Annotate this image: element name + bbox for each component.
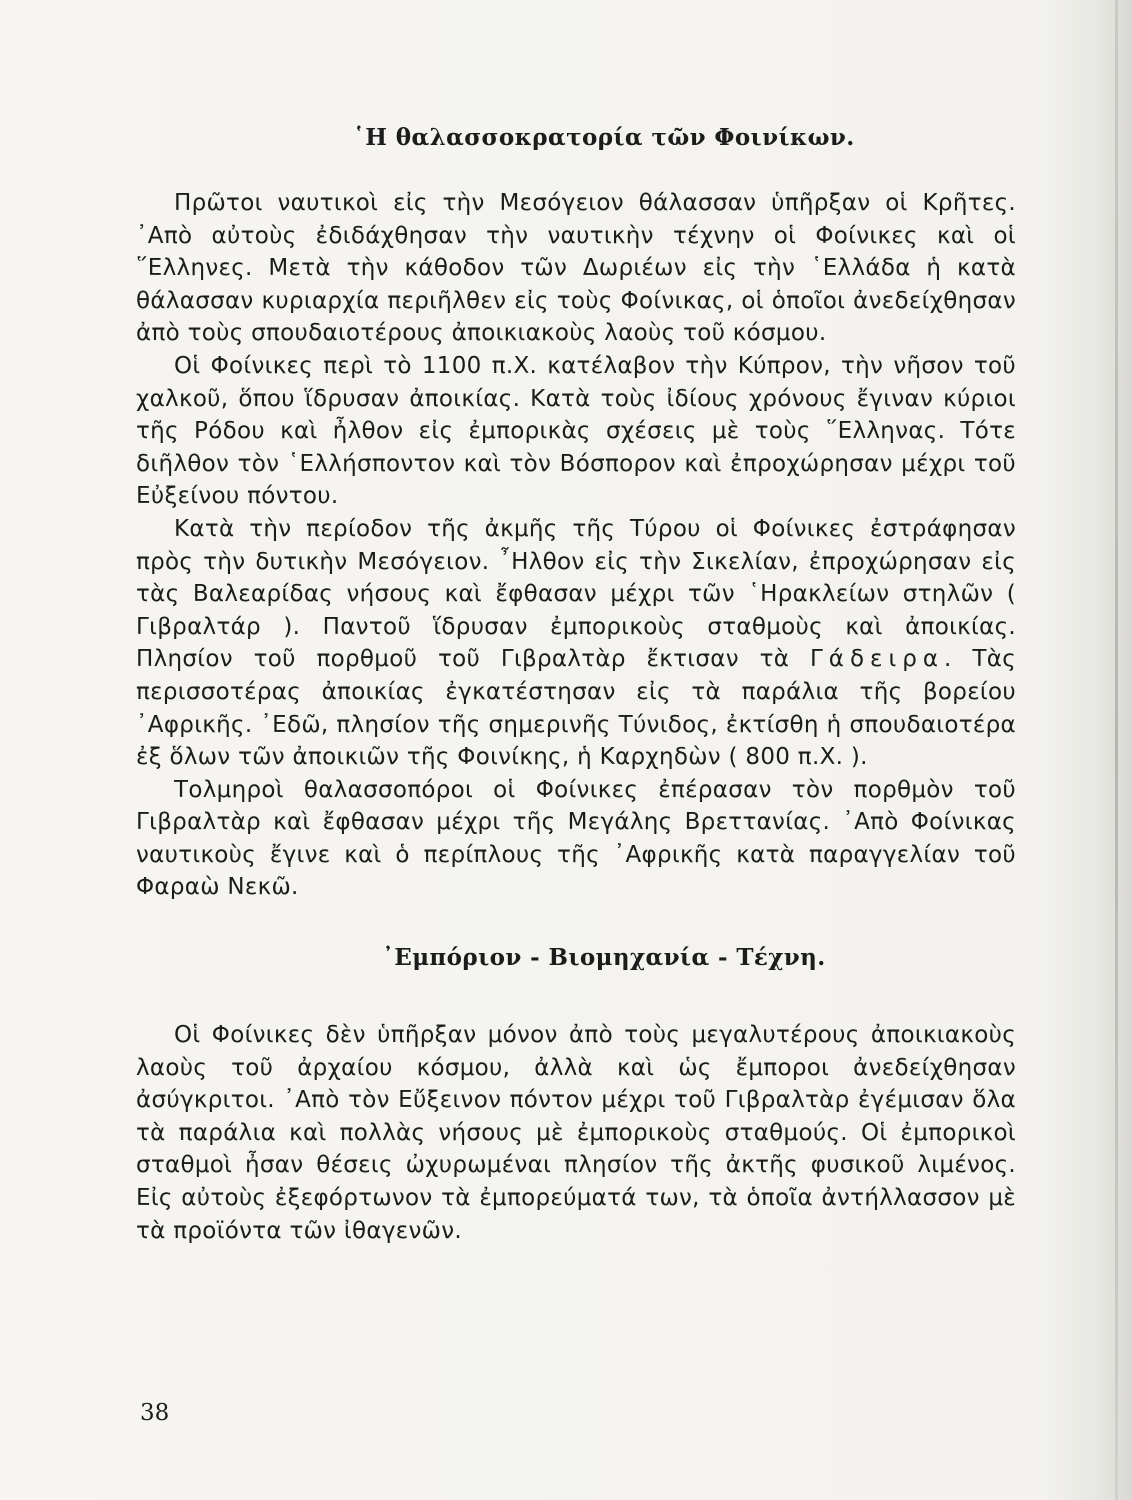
- page-spine-shadow: [1115, 0, 1118, 1500]
- page-number: 38: [140, 1400, 170, 1426]
- section-title-phoenician-thalassocracy: ῾Η θαλασσοκρατορία τῶν Φοινίκων.: [353, 124, 855, 151]
- paragraph-2: Οἱ Φοίνικες περὶ τὸ 1100 π.Χ. κατέλαβον τὴν Κύπρον, τὴν νῆσον τοῦ χαλκοῦ, ὅπου ἵδρυσαν ἀποικίας. Κατὰ τοὺς ἰδίους χρόνους ἔγιναν κύριοι τῆς Ρόδου καὶ ἦλθον εἰς ἐμπορικὰς σχέσεις μὲ τοὺς ῞Ελληνας. Τότε διῆλθον τὸν ῾Ελλήσποντον καὶ τὸν Βόσπορον καὶ ἐπροχώρησαν μέχρι τοῦ Εὐξείνου πόντου.: [136, 352, 1016, 510]
- paragraph-3-part2: . Τὰς περισσοτέρας ἀποικίας ἐγκατέστησαν εἰς τὰ παράλια τῆς βορείου ᾽Αφρικῆς. ᾽Εδῶ, πλησίον τῆς σημερινῆς Τύνιδος, ἐκτίσθη ἡ σπουδαιοτέρα ἐξ ὅλων τῶν ἀποικιῶν τῆς Φοινίκης, ἡ Καρχηδὼν ( 800 π.Χ. ).: [136, 646, 1016, 771]
- paragraph-4: Τολμηροὶ θαλασσοπόροι οἱ Φοίνικες ἐπέρασαν τὸν πορθμὸν τοῦ Γιβραλτὰρ καὶ ἔφθασαν μέχρι τῆς Μεγάλης Βρεττανίας. ᾽Απὸ Φοίνικας ναυτικοὺς ἔγινε καὶ ὁ περίπλους τῆς ᾽Αφρικῆς κατὰ παραγγελίαν τοῦ Φαραὼ Νεκῶ.: [136, 776, 1016, 901]
- paragraph-3: [136, 513, 1016, 774]
- paragraph-1: Πρῶτοι ναυτικοὶ εἰς τὴν Μεσόγειον θάλασσαν ὑπῆρξαν οἱ Κρῆτες. ᾽Απὸ αὐτοὺς ἐδιδάχθησαν τὴν ναυτικὴν τέχνην οἱ Φοίνικες καὶ οἱ ῞Ελληνες. Μετὰ τὴν κάθοδον τῶν Δωριέων εἰς τὴν ῾Ελλάδα ἡ κατὰ θάλασσαν κυριαρχία περιῆλθεν εἰς τοὺς Φοίνικας, οἱ ὁποῖοι ἀνεδείχθησαν ἀπὸ τοὺς σπουδαιοτέρους ἀποικιακοὺς λαοὺς τοῦ κόσμου.: [136, 190, 1016, 347]
- paragraph-5: Οἱ Φοίνικες δὲν ὑπῆρξαν μόνον ἀπὸ τοὺς μεγαλυτέρους ἀποικιακοὺς λαοὺς τοῦ ἀρχαίου κόσμου, ἀλλὰ καὶ ὡς ἔμποροι ἀνεδείχθησαν ἀσύγκριτοι. ᾽Απὸ τὸν Εὔξεινον πόντον μέχρι τοῦ Γιβραλτὰρ ἐγέμισαν ὅλα τὰ παράλια καὶ πολλὰς νήσους μὲ ἐμπορικοὺς σταθμούς. Οἱ ἐμπορικοὶ σταθμοὶ ἦσαν θέσεις ὠχυρωμέναι πλησίον τῆς ἀκτῆς φυσικοῦ λιμένος. Εἰς αὐτοὺς ἐξεφόρτωνον τὰ ἐμπορεύματά των, τὰ ὁποῖα ἀντήλλασσον μὲ τὰ προϊόντα τῶν ἰθαγενῶν.: [136, 1022, 1016, 1244]
- section-title-commerce-industry-art: ᾽Εμπόριον - Βιομηχανία - Τέχνη.: [382, 944, 826, 972]
- gadeira-spaced-word: Γάδειρα: [809, 646, 945, 673]
- page-content: [136, 120, 1016, 1247]
- paragraph-3-part1: Κατὰ τὴν περίοδον τῆς ἀκμῆς τῆς Τύρου οἱ Φοίνικες ἐστράφησαν πρὸς τὴν δυτικὴν Μεσόγειον. ῏Ηλθον εἰς τὴν Σικελίαν, ἐπροχώρησαν εἰς τὰς Βαλεαρίδας νήσους καὶ ἔφθασαν μέχρι τῶν ῾Ηρακλείων στηλῶν ( Γιβραλτάρ ). Παντοῦ ἵδρυσαν ἐμπορικοὺς σταθμοὺς καὶ ἀποικίας. Πλησίον τοῦ πορθμοῦ τοῦ Γιβραλτὰρ ἔκτισαν τὰ: [136, 515, 1016, 673]
